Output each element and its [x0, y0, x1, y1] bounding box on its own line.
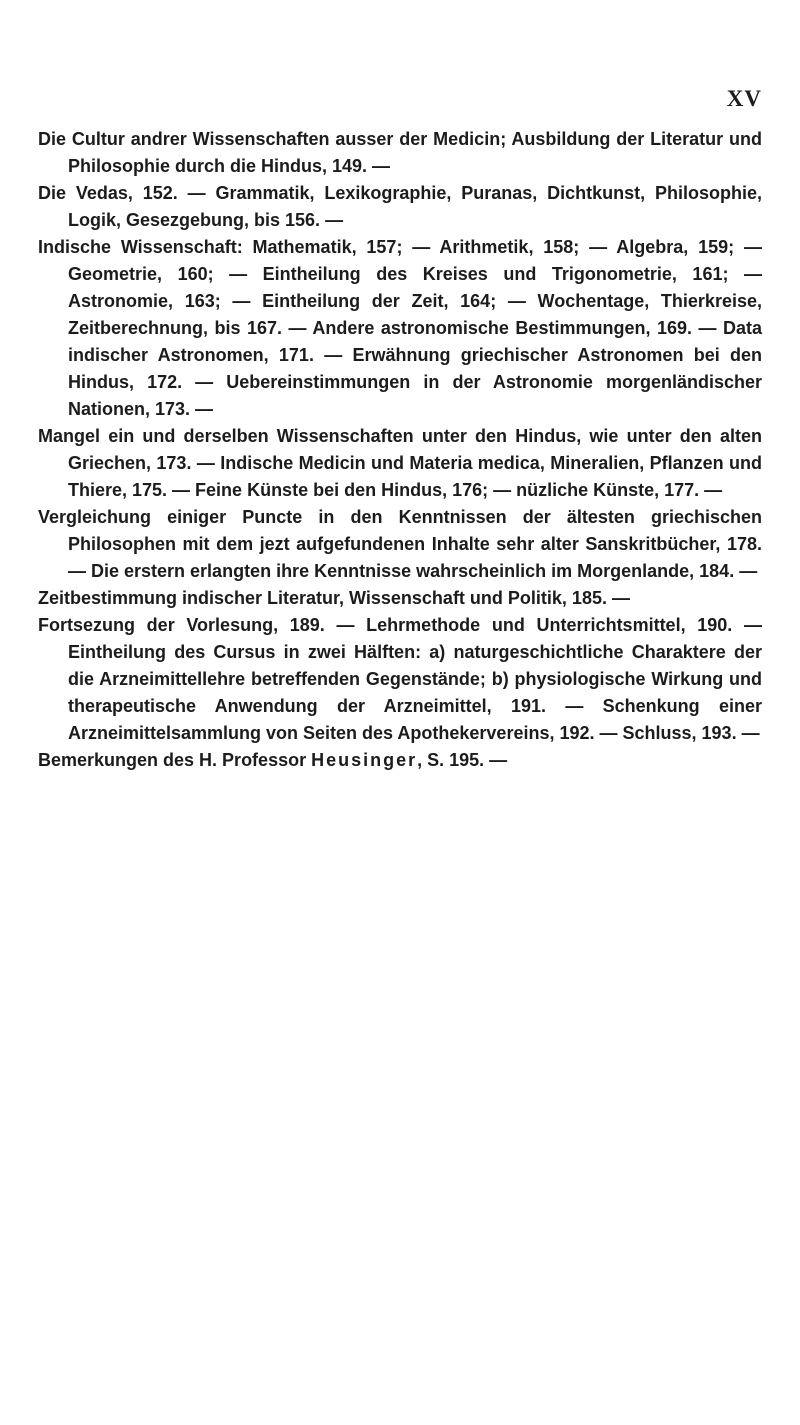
toc-entry — [38, 234, 762, 423]
toc-entry — [38, 126, 762, 180]
toc-entry-text-before: Bemerkungen des H. Professor — [38, 750, 312, 770]
toc-entry — [38, 504, 762, 585]
toc-entry — [38, 423, 762, 504]
toc-entry-text: Zeitbestimmung indischer Literatur, Wissenschaft und Politik, 185. — — [38, 588, 630, 608]
table-of-contents — [38, 126, 762, 774]
page-number: XV — [726, 86, 762, 111]
author-name: Heusinger — [311, 750, 418, 770]
toc-entry-text: Mangel ein und derselben Wissenschaften unter den Hindus, wie unter den alten Griechen, 173. — Indische Medicin und Materia medica, Mineralien, Pflanzen und Thiere, 175. — Feine Künste bei den Hindus, 176; — nüzliche Künste, 177. — — [38, 426, 762, 500]
toc-entry-text-after: , S. 195. — — [417, 750, 508, 770]
toc-entry-text: Indische Wissenschaft: Mathematik, 157; — Arithmetik, 158; — Algebra, 159; — Geometrie, 160; — Eintheilung des Kreises und Trigonometrie, 161; — Astronomie, 163; — Eintheilung der Zeit, 164; — Wochentage, Thierkreise, Zeitberechnung, bis 167. — Andere astronomische Bestimmungen, 169. — Data indischer Astronomen, 171. — Erwähnung griechischer Astronomen bei den Hindus, 172. — Uebereinstimmungen in der Astronomie morgenländischer Nationen, 173. — — [38, 237, 762, 419]
toc-entry — [38, 585, 762, 612]
toc-entry — [38, 747, 762, 774]
toc-entry — [38, 180, 762, 234]
toc-entry-text: Die Vedas, 152. — Grammatik, Lexikographie, Puranas, Dichtkunst, Philosophie, Logik, Gesezgebung, bis 156. — — [38, 183, 762, 230]
toc-entry — [38, 612, 762, 747]
toc-entry-text: Fortsezung der Vorlesung, 189. — Lehrmethode und Unterrichtsmittel, 190. — Eintheilung des Cursus in zwei Hälften: a) naturgeschichtliche Charaktere der die Arzneimittellehre betreffenden Gegenstände; b) physiologische Wirkung und therapeutische Anwendung der Arzneimittel, 191. — Schenkung einer Arzneimittelsammlung von Seiten des Apothekervereins, 192. — Schluss, 193. — — [38, 615, 762, 743]
toc-entry-text: Die Cultur andrer Wissenschaften ausser der Medicin; Ausbildung der Literatur und Philosophie durch die Hindus, 149. — — [38, 129, 762, 176]
toc-entry-text: Vergleichung einiger Puncte in den Kenntnissen der ältesten griechischen Philosophen mit dem jezt aufgefundenen Inhalte sehr alter Sanskritbücher, 178. — Die erstern erlangten ihre Kenntnisse wahrscheinlich im Morgenlande, 184. — — [38, 507, 762, 581]
